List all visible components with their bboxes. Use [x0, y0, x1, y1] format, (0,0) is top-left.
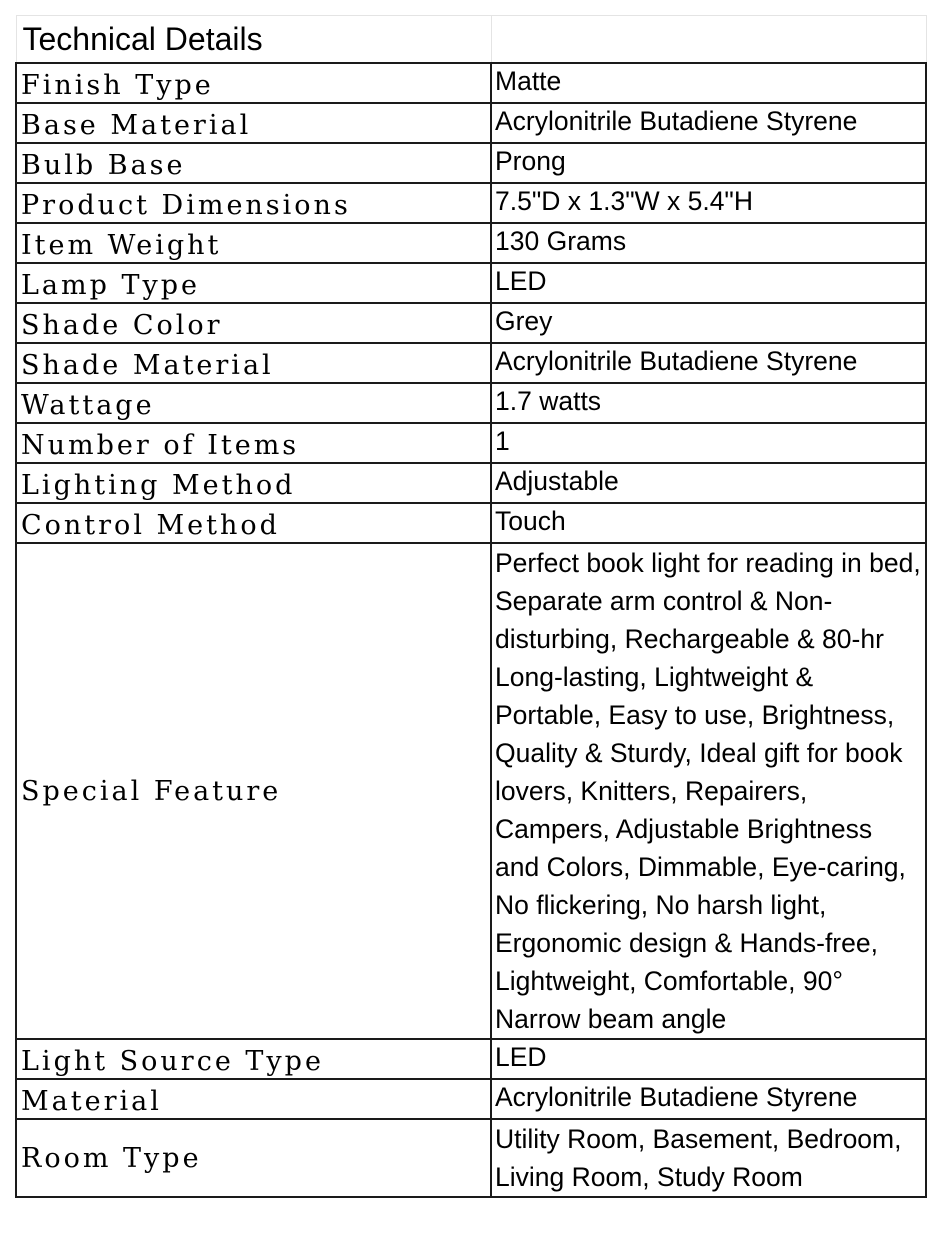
row-value: Perfect book light for reading in bed, Separate arm control & Non-disturbing, Rechargeable & 80-hr Long-lasting, Lightweight & Portable, Easy to use, Brightness, Quality & Sturdy, Ideal gift for book lovers, Knitters, Repairers, Campers, Adjustable Brightness and Colors, Dimmable, Eye-caring, No flickering, No harsh light, Ergonomic design & Hands-free, Lightweight, Comfortable, 90° Narrow beam angle [491, 543, 926, 1039]
row-label: Product Dimensions [16, 183, 491, 223]
row-label: Control Method [16, 503, 491, 543]
row-value: LED [491, 263, 926, 303]
technical-details-sheet [15, 15, 925, 1198]
row-label: Shade Material [16, 343, 491, 383]
table-row [16, 223, 926, 263]
row-label: Lamp Type [16, 263, 491, 303]
table-row [16, 63, 926, 103]
row-label: Light Source Type [16, 1039, 491, 1079]
table-row [16, 263, 926, 303]
table-title: Technical Details [16, 16, 491, 64]
table-row [16, 1079, 926, 1119]
table-header-row [16, 16, 926, 64]
row-label: Base Material [16, 103, 491, 143]
row-value: Utility Room, Basement, Bedroom, Living Room, Study Room [491, 1119, 926, 1197]
table-row [16, 183, 926, 223]
table-row [16, 103, 926, 143]
table-row [16, 303, 926, 343]
table-row [16, 343, 926, 383]
row-value: Acrylonitrile Butadiene Styrene [491, 1079, 926, 1119]
row-label: Finish Type [16, 63, 491, 103]
row-label: Item Weight [16, 223, 491, 263]
row-label: Room Type [16, 1119, 491, 1197]
row-value: Touch [491, 503, 926, 543]
table-row [16, 1119, 926, 1197]
row-value: Acrylonitrile Butadiene Styrene [491, 103, 926, 143]
table-row [16, 383, 926, 423]
row-value: 7.5"D x 1.3"W x 5.4"H [491, 183, 926, 223]
row-value: 1 [491, 423, 926, 463]
row-label: Special Feature [16, 543, 491, 1039]
table-row [16, 143, 926, 183]
table-row [16, 543, 926, 1039]
row-value: Matte [491, 63, 926, 103]
row-value: 130 Grams [491, 223, 926, 263]
row-label: Bulb Base [16, 143, 491, 183]
row-label: Material [16, 1079, 491, 1119]
table-row [16, 463, 926, 503]
row-value: LED [491, 1039, 926, 1079]
table-header-empty-cell [491, 16, 926, 64]
row-value: 1.7 watts [491, 383, 926, 423]
row-value: Grey [491, 303, 926, 343]
row-value: Adjustable [491, 463, 926, 503]
table-row [16, 1039, 926, 1079]
table-row [16, 503, 926, 543]
row-label: Number of Items [16, 423, 491, 463]
row-label: Lighting Method [16, 463, 491, 503]
row-value: Acrylonitrile Butadiene Styrene [491, 343, 926, 383]
table-row [16, 423, 926, 463]
row-label: Shade Color [16, 303, 491, 343]
technical-details-table [15, 15, 927, 1198]
row-value: Prong [491, 143, 926, 183]
row-label: Wattage [16, 383, 491, 423]
